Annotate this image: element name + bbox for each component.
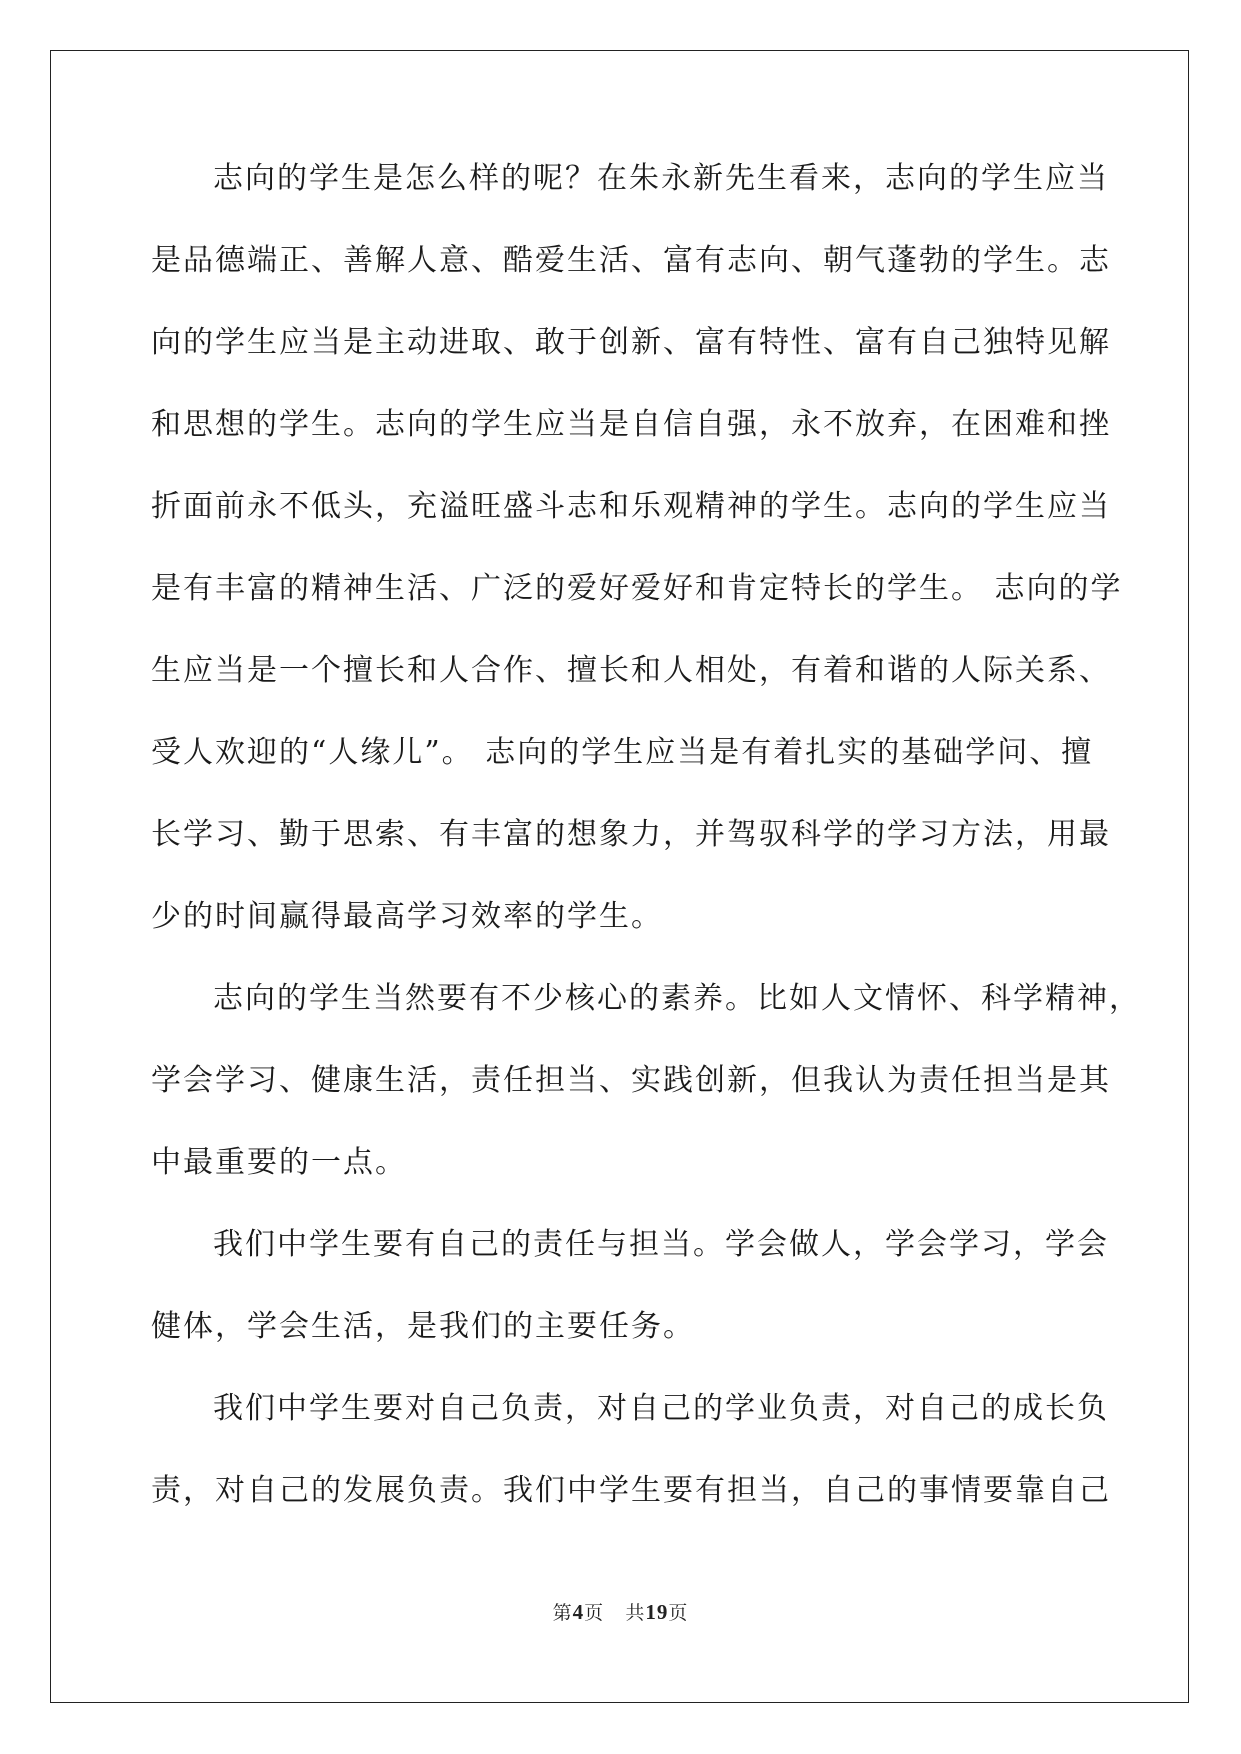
paragraph-1-line-10: 少的时间赢得最高学习效率的学生。 [151,899,663,934]
paragraph-1-line-5: 折面前永不低头，充溢旺盛斗志和乐观精神的学生。志向的学生应当 [151,489,1111,524]
paragraph-2-line-2: 学会学习、健康生活，责任担当、实践创新，但我认为责任担当是其 [151,1063,1111,1098]
paragraph-1-line-4: 和思想的学生。志向的学生应当是自信自强，永不放弃，在困难和挫 [151,407,1111,442]
page-footer [0,1598,1241,1625]
paragraph-4-line-1: 我们中学生要对自己负责，对自己的学业负责，对自己的成长负 [213,1391,1109,1426]
paragraph-3-line-1: 我们中学生要有自己的责任与担当。学会做人，学会学习，学会 [213,1227,1109,1262]
paragraph-2-line-1: 志向的学生当然要有不少核心的素养。比如人文情怀、科学精神， [213,981,1141,1016]
paragraph-1-line-1: 志向的学生是怎么样的呢？在朱永新先生看来，志向的学生应当 [213,161,1109,196]
paragraph-1-line-9: 长学习、勤于思索、有丰富的想象力，并驾驭科学的学习方法，用最 [151,817,1111,852]
document-body [151,160,1141,1554]
paragraph-1-line-7: 生应当是一个擅长和人合作、擅长和人相处，有着和谐的人际关系、 [151,653,1111,688]
paragraph-1-line-2: 是品德端正、善解人意、酷爱生活、富有志向、朝气蓬勃的学生。志 [151,243,1111,278]
paragraph-1-line-8: 受人欢迎的“人缘儿”。 志向的学生应当是有着扎实的基础学问、擅 [151,735,1094,770]
page-label-prefix: 第 [552,1602,573,1624]
current-page-number: 4 [572,1600,585,1624]
paragraph-4-line-2: 责，对自己的发展负责。我们中学生要有担当，自己的事情要靠自己 [151,1473,1111,1508]
total-page-count: 19 [645,1600,669,1624]
paragraph-2-line-3: 中最重要的一点。 [151,1145,407,1180]
total-label-prefix: 共 [625,1602,646,1624]
total-label-suffix: 页 [668,1602,689,1624]
paragraph-3-line-2: 健体，学会生活，是我们的主要任务。 [151,1309,695,1344]
paragraph-1-line-3: 向的学生应当是主动进取、敢于创新、富有特性、富有自己独特见解 [151,325,1111,360]
page-label-suffix: 页 [584,1602,605,1624]
paragraph-1-line-6: 是有丰富的精神生活、广泛的爱好爱好和肯定特长的学生。 志向的学 [151,571,1123,606]
